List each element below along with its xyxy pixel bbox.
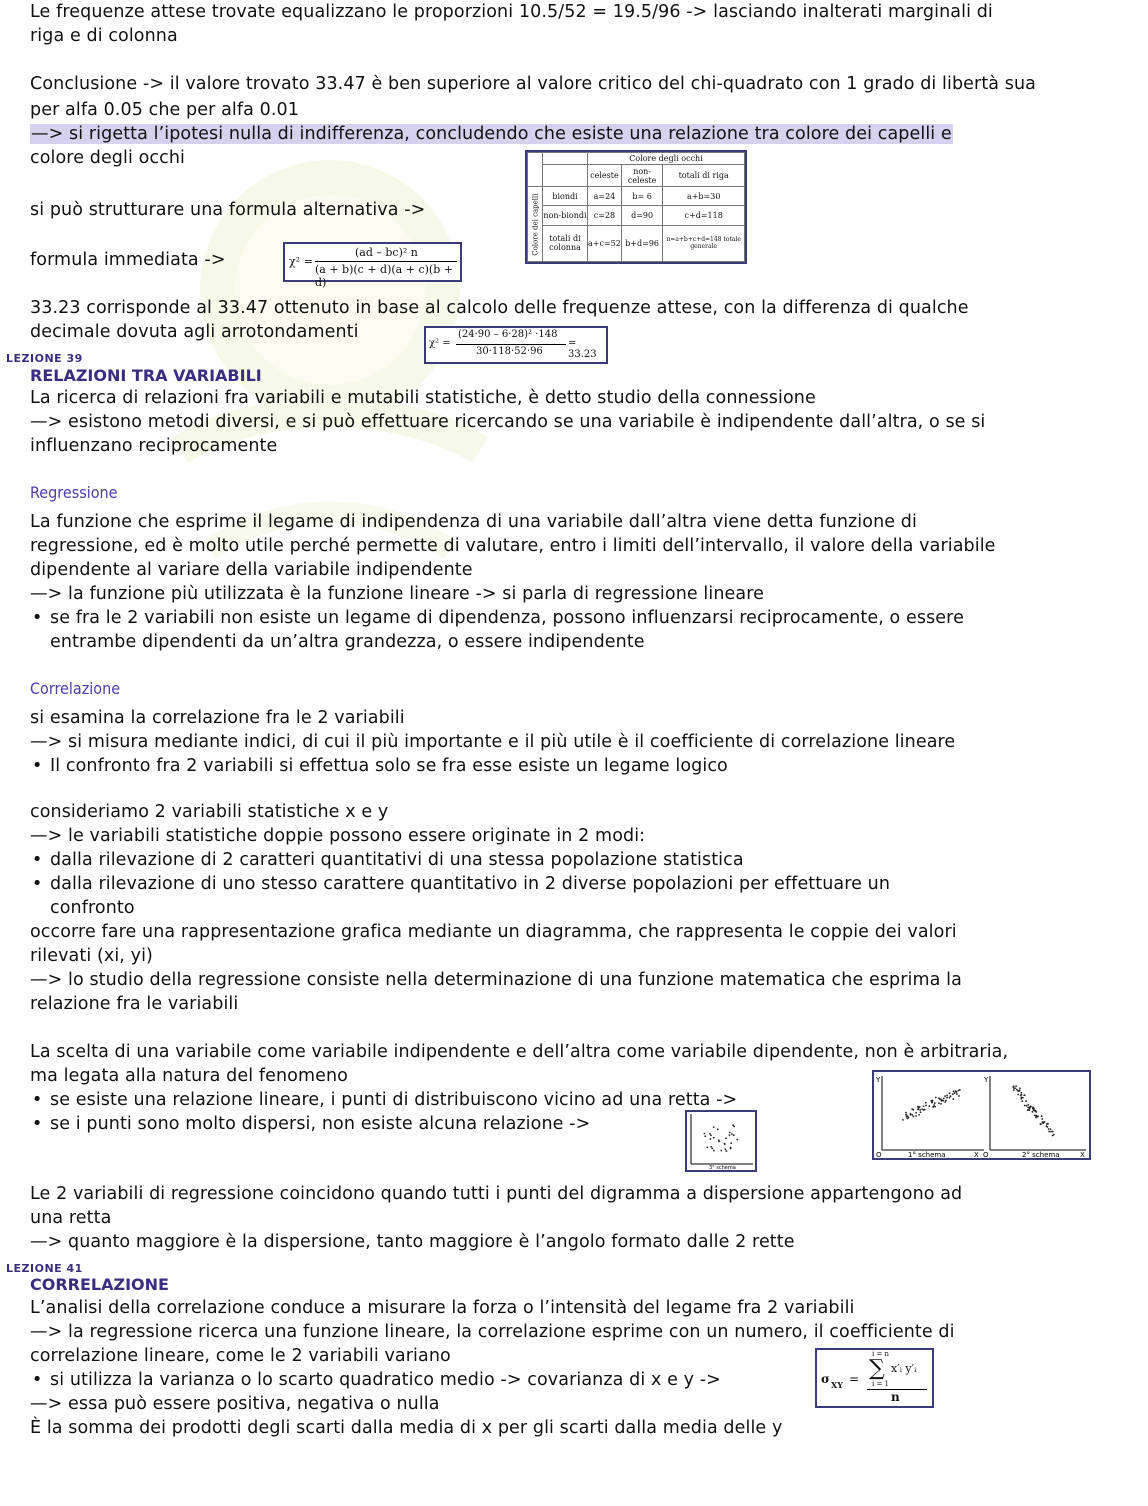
relazioni-title: RELAZIONI TRA VARIABILI: [30, 366, 262, 385]
scatter-dot: [934, 1106, 936, 1108]
scatter-dot: [706, 1147, 708, 1149]
covariance-formula: σ XY = i = n ∑ x′ᵢ y′ᵢ i = 1 n: [815, 1348, 934, 1408]
scatter-plots-linear: [872, 1070, 1091, 1160]
scatter-dot: [940, 1103, 942, 1105]
regressione-block: La funzione che esprime il legame di indipendenza di una variabile dall’altra viene detta funzione di regressione, ed è molto utile perché permette di valutare, entro i limiti dell’intervallo, il valore della variabile dipendente al variare della variabile indipendente —> la funzione più utilizzata è la funzione lineare -> si parla di regressione lineare • se fra le 2 variabili non esiste un legame di dipendenza, possono influenzarsi reciprocamente, o essere entrambe dipendenti da un’altra grandezza, o essere indipendente: [30, 510, 1125, 654]
scatter-dot: [1029, 1106, 1031, 1108]
scatter-dot: [1052, 1135, 1054, 1137]
table-header: Colore degli occhi: [588, 153, 745, 165]
scatter-dot: [713, 1150, 715, 1152]
scatter-dot: [905, 1112, 907, 1114]
scatter-dot: [949, 1092, 951, 1094]
scatter-dot: [709, 1133, 711, 1135]
scatter-dot: [939, 1098, 941, 1100]
conclusione-line: Conclusione -> il valore trovato 33.47 è ben superiore al valore critico del chi-quadrato con 1 grado di libertà sua: [30, 74, 1037, 94]
scatter-dot: [915, 1112, 917, 1114]
scatter-dot: [1021, 1100, 1023, 1102]
correlazione-big-title: CORRELAZIONE: [30, 1275, 169, 1294]
schema-1-label: 1° schema: [908, 1151, 946, 1159]
scatter-dot: [733, 1134, 735, 1136]
scatter-dot: [713, 1126, 715, 1128]
correlazione-title: Correlazione: [30, 679, 121, 698]
scatter-dot: [1035, 1111, 1037, 1113]
consideriamo-block: consideriamo 2 variabili statistiche x e y —> le variabili statistiche doppie possono essere originate in 2 modi: • dalla rilevazione di 2 caratteri quantitativi di una stessa popolazione statistica • dalla rilevazione di uno stesso carattere quantitativo in 2 diverse popolazioni per effettuare un confronto occorre fare una rappresentazione grafica mediante un diagramma, che rappresenta le coppie dei valori rilevati (xi, yi) —> lo studio della regressione consiste nella determinazione di una funzione matematica che esprima la relazione fra le variabili: [30, 800, 1125, 1016]
scatter-dot: [935, 1097, 937, 1099]
scatter-dot: [1052, 1131, 1054, 1133]
correlazione-block: si esamina la correlazione fra le 2 variabili —> si misura mediante indici, di cui il più importante e il più utile è il coefficiente di correlazione lineare • Il confronto fra 2 variabili si effettua solo se fra esse esiste un legame logico: [30, 706, 1125, 778]
scatter-dot: [1020, 1092, 1022, 1094]
scatter-dot: [725, 1150, 727, 1152]
regressione-title: Regressione: [30, 483, 118, 502]
scatter-dot: [1032, 1111, 1034, 1113]
lesson-41-label: LEZIONE 41: [6, 1262, 83, 1275]
scatter-dot: [954, 1092, 956, 1094]
scatter-dot: [932, 1106, 934, 1108]
scatter-dot: [1027, 1109, 1029, 1111]
scatter-dot: [952, 1093, 954, 1095]
scatter-dot: [1013, 1089, 1015, 1091]
scatter-dot: [1024, 1094, 1026, 1096]
scatter-dot: [1014, 1087, 1016, 1089]
scatter-dot: [1046, 1123, 1048, 1125]
scatter-dot: [913, 1116, 915, 1118]
scelta-block: La scelta di una variabile come variabile indipendente e dell’altra come variabile dipendente, non è arbitraria, ma legata alla natura del fenomeno • se esiste una relazione lineare, i punti di distribuiscono vicino ad una retta -> • se i punti sono molto dispersi, non esiste alcuna relazione ->: [30, 1040, 1125, 1136]
scatter-dot: [1032, 1108, 1034, 1110]
scatter-dot: [956, 1093, 958, 1095]
line-2: riga e di colonna: [30, 26, 178, 46]
scatter-dot: [946, 1095, 948, 1097]
schema-2-label: 2° schema: [1022, 1151, 1060, 1159]
line-decimale: decimale dovuta agli arrotondamenti: [30, 322, 359, 342]
scatter-dot: [906, 1116, 908, 1118]
scatter-points-3: [704, 1124, 739, 1152]
scatter-dot: [933, 1104, 935, 1106]
scatter-dot: [928, 1105, 930, 1107]
scatter-dot: [925, 1105, 927, 1107]
scatter-dot: [923, 1105, 925, 1107]
chi-square-formula: χ² = (ad – bc)² n (a + b)(c + d)(a + c)(b + d): [283, 242, 462, 282]
scatter-dot: [709, 1138, 711, 1140]
scatter-dot: [704, 1135, 706, 1137]
scatter-dot: [941, 1099, 943, 1101]
scatter-dot: [949, 1097, 951, 1099]
svg-text:X: X: [1080, 1151, 1085, 1159]
scatter-dot: [1046, 1125, 1048, 1127]
scatter-dot: [908, 1117, 910, 1119]
scatter-dot: [725, 1137, 727, 1139]
line-rigetta: —> si rigetta l’ipotesi nulla di indifferenza, concludendo che esiste una relazione tra colore dei capelli e: [31, 124, 952, 144]
scatter-dot: [1034, 1114, 1036, 1116]
svg-text:O: O: [983, 1151, 989, 1159]
line-1: Le frequenze attese trovate equalizzano le proporzioni 10.5/52 = 19.5/96 -> lasciando inalterati marginali di: [30, 2, 993, 22]
scatter-dot: [733, 1126, 735, 1128]
scatter-dot: [1020, 1098, 1022, 1100]
scatter-dot: [953, 1090, 955, 1092]
scatter-dot: [1017, 1094, 1019, 1096]
scatter-dot: [1041, 1115, 1043, 1117]
scatter-dot: [959, 1089, 961, 1091]
scatter-dot: [958, 1095, 960, 1097]
scatter-dot: [915, 1115, 917, 1117]
svg-text:X: X: [974, 1151, 979, 1159]
scatter-dot: [1050, 1131, 1052, 1133]
line-formula-imm: formula immediata ->: [30, 250, 226, 270]
line-formula-alt: si può strutturare una formula alternativa ->: [30, 200, 426, 220]
scatter-dot: [730, 1148, 732, 1150]
scatter-dot: [925, 1102, 927, 1104]
scatter-dot: [1024, 1105, 1026, 1107]
scatter-points-2: [1012, 1085, 1054, 1136]
chi-square-computed: χ² = (24·90 – 6·28)² ·148 30·118·52·96 = 33.23: [424, 326, 608, 364]
scatter-dot: [1037, 1116, 1039, 1118]
scatter-dot: [917, 1106, 919, 1108]
scatter-dot: [713, 1137, 715, 1139]
coincidono-block: Le 2 variabili di regressione coincidono quando tutti i punti del digramma a dispersione appartengono ad una retta —> quanto maggiore è la dispersione, tanto maggiore è l’angolo formato dalle 2 rette: [30, 1184, 963, 1252]
scatter-dot: [1015, 1085, 1017, 1087]
scatter-dot: [920, 1111, 922, 1113]
scatter-dot: [1048, 1128, 1050, 1130]
scatter-dot: [1034, 1109, 1036, 1111]
scatter-dot: [944, 1095, 946, 1097]
scatter-dot: [704, 1133, 706, 1135]
scatter-dot: [921, 1108, 923, 1110]
scatter-dot: [724, 1143, 726, 1145]
scatter-dot: [1040, 1123, 1042, 1125]
scatter-points-1: [902, 1089, 961, 1121]
scatter-dot: [950, 1095, 952, 1097]
scatter-dot: [910, 1114, 912, 1116]
scatter-dot: [945, 1100, 947, 1102]
svg-text:Y: Y: [984, 1076, 989, 1084]
scatter-dot: [946, 1097, 948, 1099]
scatter-dot: [956, 1091, 958, 1093]
scatter-dot: [710, 1146, 712, 1148]
scatter-dot: [1041, 1118, 1043, 1120]
scatter-dot: [729, 1134, 731, 1136]
scatter-dot: [918, 1114, 920, 1116]
scatter-dot: [1020, 1094, 1022, 1096]
analisi-block: L’analisi della correlazione conduce a misurare la forza o l’intensità del legame fra 2 variabili —> la regressione ricerca una funzione lineare, la correlazione esprime con un numero, il coefficiente di correlazione lineare, come le 2 variabili variano • si utilizza la varianza o lo scarto quadratico medio -> covarianza di x e y -> —> essa può essere positiva, negativa o nulla È la somma dei prodotti degli scarti dalla media di x per gli scarti dalla media delle y: [30, 1296, 1125, 1440]
scatter-plot-dispersed: [685, 1110, 757, 1172]
scatter-dot: [711, 1147, 713, 1149]
scatter-dot: [911, 1114, 913, 1116]
schema-3-label: 3° schema: [709, 1165, 736, 1171]
scatter-dot: [1048, 1131, 1050, 1133]
scatter-dot: [1044, 1121, 1046, 1123]
scatter-dot: [1026, 1105, 1028, 1107]
scatter-dot: [919, 1109, 921, 1111]
scatter-dot: [917, 1109, 919, 1111]
scatter-dot: [1019, 1087, 1021, 1089]
scatter-dot: [913, 1109, 915, 1111]
scatter-dot: [730, 1142, 732, 1144]
scatter-dot: [1027, 1104, 1029, 1106]
scatter-dot: [1025, 1100, 1027, 1102]
svg-text:Y: Y: [876, 1076, 881, 1084]
line-colore: colore degli occhi: [30, 148, 186, 168]
lesson-39-label: LEZIONE 39: [6, 352, 83, 365]
scatter-dot: [952, 1098, 954, 1100]
scatter-dot: [736, 1139, 738, 1141]
line-3323: 33.23 corrisponde al 33.47 ottenuto in base al calcolo delle frequenze attese, con la differenza di qualche: [30, 298, 969, 318]
scatter-dot: [720, 1150, 722, 1152]
scatter-dot: [1050, 1128, 1052, 1130]
relazioni-block: La ricerca di relazioni fra variabili e mutabili statistiche, è detto studio della connessione —> esistono metodi diversi, e si può effettuare ricercando se una variabile è indipendente dall’altra, o se si influenzano reciprocamente: [30, 388, 986, 456]
scatter-dot: [934, 1102, 936, 1104]
scatter-dot: [731, 1133, 733, 1135]
scatter-dot: [718, 1139, 720, 1141]
scatter-dot: [724, 1148, 726, 1150]
scatter-dot: [729, 1131, 731, 1133]
scatter-dot: [943, 1097, 945, 1099]
scatter-dot: [902, 1119, 904, 1121]
svg-text:O: O: [876, 1151, 882, 1159]
regressione-bullet: • se fra le 2 variabili non esiste un legame di dipendenza, possono influenzarsi reciprocamente, o essere: [30, 606, 1125, 630]
scatter-dot: [710, 1134, 712, 1136]
scatter-dot: [905, 1114, 907, 1116]
contingency-table: Colore degli occhi celeste non-celeste totali di riga Colore dei capelli biondi a=24 b= 6 a+b=30 non-biondi c=28 d=90 c+d=118 totali di colonna a+c=52 b+d=96 n=a+b+c+d=148 totale generale: [525, 150, 747, 264]
line-alfa: per alfa 0.05 che per alfa 0.01: [30, 100, 299, 120]
scatter-dot: [1027, 1107, 1029, 1109]
scatter-dot: [1017, 1090, 1019, 1092]
scatter-dot: [938, 1102, 940, 1104]
scatter-dot: [931, 1100, 933, 1102]
scatter-dot: [717, 1128, 719, 1130]
